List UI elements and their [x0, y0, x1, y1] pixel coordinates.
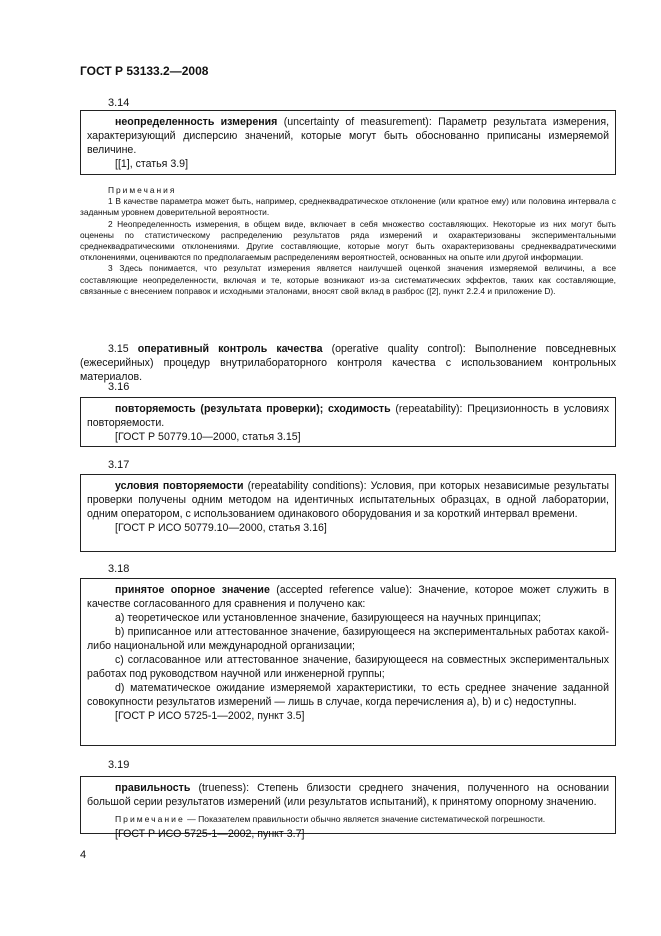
term-title: правильность — [115, 782, 191, 794]
note-label: Примечание — [115, 814, 185, 824]
term-reference-3-14: [[1], статья 3.9] — [115, 158, 189, 170]
term-box-3-17 — [80, 474, 616, 552]
term-text: Значение, которое может служить в качестве согласованного для сравнения и получено как: — [87, 584, 609, 610]
list-item-c: c) согласованное или аттестованное значение, базирующееся на совместных экспериментальных работах под руководством научной или инженерной группы; — [87, 654, 609, 680]
term-number-3-16: 3.16 — [108, 381, 130, 393]
term-title: оперативный контроль качества — [137, 343, 323, 355]
term-text: Степень близости среднего значения, полученного на основании большой серии результатов измерений (или результатов испытаний), к принятому опорному значению. — [87, 782, 609, 808]
term-note-3-19 — [87, 813, 609, 825]
list-item-b: b) приписанное или аттестованное значение, базирующееся на экспериментальных работах какой-либо национальной или международной организации; — [87, 626, 609, 652]
term-number-3-18: 3.18 — [108, 563, 130, 575]
term-english: (repeatability): — [390, 403, 463, 415]
note-3: 3 Здесь понимается, что результат измерения является наилучшей оценкой значения измеряемой величины, а все составляющие неопределенности, включая и те, которые возникают из-за систематических эффектов, таких как составляющие, связанные с внесением поправок и исходными эталонами, вносят свой вклад в разброс ([2], пункт 2.2.4 и приложение D). — [80, 263, 616, 296]
term-definition-3-19 — [87, 781, 609, 809]
term-number-3-17: 3.17 — [108, 459, 130, 471]
term-definition-3-18 — [87, 583, 609, 611]
notes-block — [80, 185, 616, 297]
term-english: (operative quality control): — [322, 343, 466, 355]
note-text: — Показателем правильности обычно является значение систематической погрешности. — [184, 814, 546, 824]
term-definition-3-14 — [87, 115, 609, 157]
page-header: ГОСТ Р 53133.2—2008 — [80, 64, 209, 78]
term-text: Условия, при которых независимые результаты проверки получены одним методом на идентичных испытательных образцах, в одной лаборатории, одним оператором, с использованием одинакового оборудования и за короткий интервал времени. — [87, 480, 609, 520]
note-1: 1 В качестве параметра может быть, например, среднеквадратическое отклонение (или кратное ему) или половина интервала с заданным уровнем доверительной вероятности. — [80, 196, 616, 218]
term-english: (accepted reference value): — [269, 584, 413, 596]
term-title: принятое опорное значение — [115, 584, 270, 596]
list-item-a: a) теоретическое или установленное значение, базирующееся на научных принципах; — [115, 612, 542, 624]
term-reference-3-18: [ГОСТ Р ИСО 5725-1—2002, пункт 3.5] — [115, 710, 305, 722]
term-box-3-16 — [80, 397, 616, 447]
term-box-3-18 — [80, 578, 616, 746]
term-english: (repeatability conditions): — [243, 480, 367, 492]
term-reference-3-19: [ГОСТ Р ИСО 5725-1—2002, пункт 3.7] — [115, 828, 305, 840]
term-definition-3-17 — [87, 479, 609, 521]
term-paragraph-3-15 — [80, 342, 616, 384]
term-title: условия повторяемости — [115, 480, 244, 492]
list-item-d: d) математическое ожидание измеряемой характеристики, то есть среднее значение заданной совокупности результатов измерений — лишь в случае, когда перечисления a), b) и c) недоступны. — [87, 682, 609, 708]
term-definition-3-16 — [87, 402, 609, 430]
term-reference-3-16: [ГОСТ Р 50779.10—2000, статья 3.15] — [115, 431, 301, 443]
notes-title: Примечания — [108, 185, 177, 195]
term-english: (trueness): — [190, 782, 250, 794]
term-text: Параметр результата измерения, характеризующий дисперсию значений, которые могут быть обоснованно приписаны измеряемой величине. — [87, 116, 610, 156]
term-number-3-14: 3.14 — [108, 97, 130, 109]
term-english: (uncertainty of measurement): — [277, 116, 432, 128]
term-number-3-19: 3.19 — [108, 759, 130, 771]
term-title: повторяемость (результата проверки); сходимость — [115, 403, 391, 415]
term-title: неопределенность измерения — [115, 116, 278, 128]
note-2: 2 Неопределенность измерения, в общем виде, включает в себя множество составляющих. Некоторые из них могут быть оценены по статистическому распределению результатов ряда измерений и охарактеризованы экспериментальными среднеквадратическими отклонениями. Другие составляющие, которые могут быть охарактеризованы среднеквадратическими отклонениями, оцениваются по предполагаемым распределениям вероятностей, основанных на опыте или другой информации. — [80, 218, 616, 263]
page-number: 4 — [80, 849, 87, 861]
term-definition-3-15 — [80, 342, 616, 384]
term-text: Выполнение повседневных (ежесерийных) процедур внутрилабораторного контроля качества с использованием контрольных материалов. — [80, 343, 616, 383]
term-text: Прецизионность в условиях повторяемости. — [87, 403, 609, 429]
term-box-3-19 — [80, 776, 616, 840]
term-number: 3.15 — [108, 343, 129, 355]
term-box-3-14 — [80, 110, 616, 175]
term-reference-3-17: [ГОСТ Р ИСО 50779.10—2000, статья 3.16] — [115, 522, 327, 534]
